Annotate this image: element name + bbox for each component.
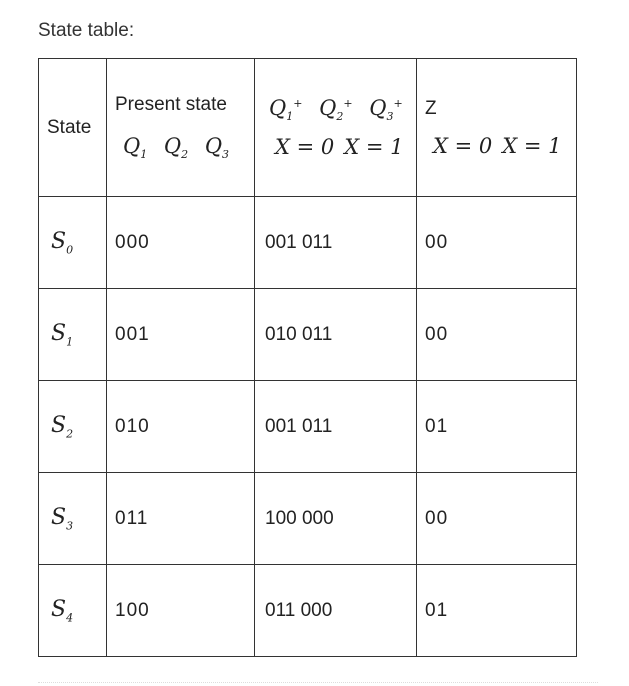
state-table: [38, 58, 577, 657]
state-cell: $S_3$: [39, 473, 107, 565]
output-cell: 01: [417, 565, 577, 657]
next-state-cell: 001 011: [255, 381, 417, 473]
table-row: [39, 197, 577, 289]
table-caption: State table:: [38, 20, 135, 41]
output-cell: 01: [417, 381, 577, 473]
header-present-vars: $Q_1$ $Q_2$ $Q_3$: [123, 133, 230, 162]
next-state-cell: 100 000: [255, 473, 417, 565]
table-row: [39, 565, 577, 657]
next-state-cell: 011 000: [255, 565, 417, 657]
header-next-state: [255, 59, 417, 197]
next-state-cell: 001 011: [255, 197, 417, 289]
present-state-cell: 000: [107, 197, 255, 289]
present-state-cell: 010: [107, 381, 255, 473]
header-output: [417, 59, 577, 197]
header-output-inputs: X = 0 X = 1: [433, 133, 562, 158]
header-present-state-label: Present state: [115, 93, 227, 115]
next-state-cell: 010 011: [255, 289, 417, 381]
state-cell: $S_4$: [39, 565, 107, 657]
present-state-cell: 001: [107, 289, 255, 381]
header-output-label: Z: [425, 97, 437, 119]
state-cell: $S_2$: [39, 381, 107, 473]
divider: [38, 682, 598, 684]
state-cell: $S_0$: [39, 197, 107, 289]
present-state-cell: 100: [107, 565, 255, 657]
table-header-row: [39, 59, 577, 197]
output-cell: 00: [417, 197, 577, 289]
header-state: State: [39, 59, 107, 197]
table-row: [39, 289, 577, 381]
output-cell: 00: [417, 473, 577, 565]
header-present-state: [107, 59, 255, 197]
header-next-inputs: X = 0 X = 1: [275, 135, 404, 160]
state-cell: $S_1$: [39, 289, 107, 381]
output-cell: 00: [417, 289, 577, 381]
table-row: [39, 381, 577, 473]
table-row: [39, 473, 577, 565]
present-state-cell: 011: [107, 473, 255, 565]
header-next-vars: $Q_1^+$ $Q_2^+$ $Q_3^+$: [269, 95, 403, 124]
